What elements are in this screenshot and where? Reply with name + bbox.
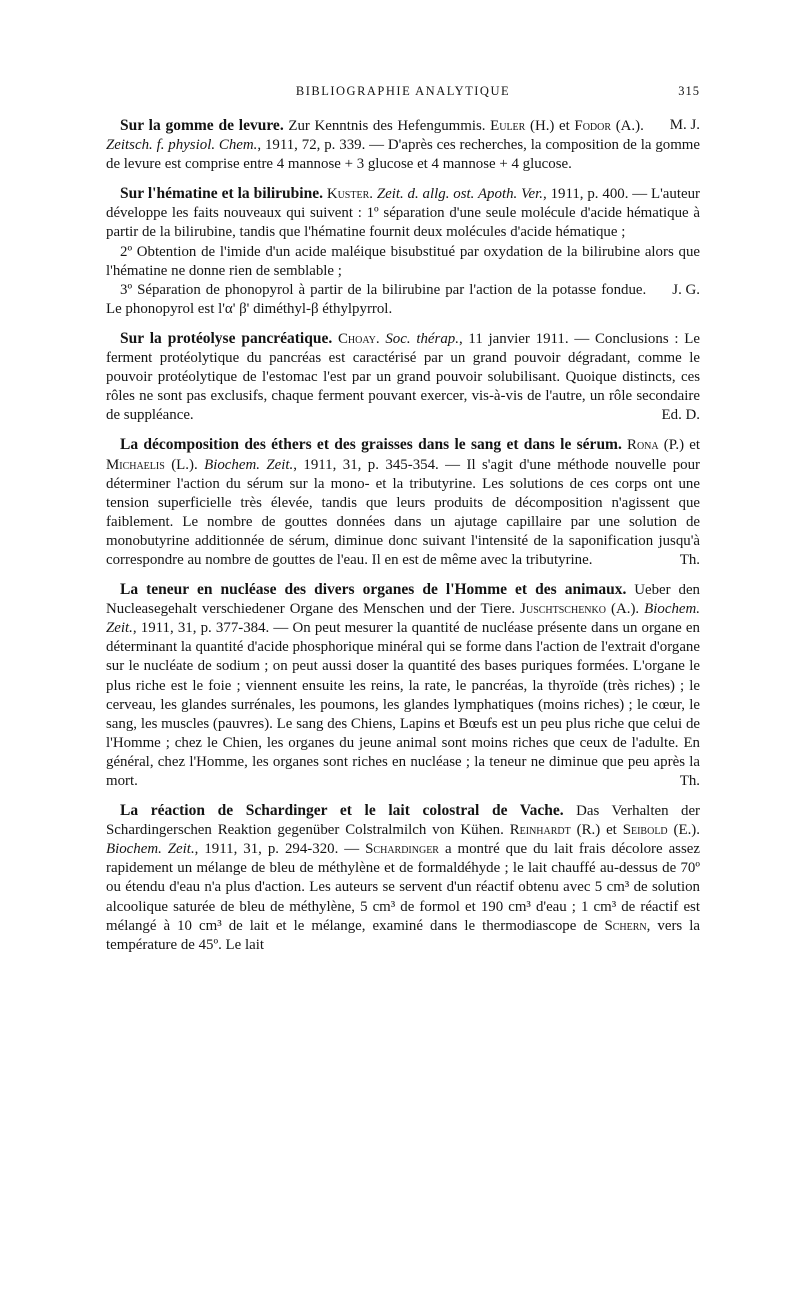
entry-paragraph-text: 3º Séparation de phonopyrol à partir de la bilirubine par l'action de la potasse fondue. Le phonopyrol est l'α' β' diméthyl-β éthylpyrrol. [106,281,647,317]
entry-title: Sur la gomme de levure. [120,117,284,134]
entry-title: La réaction de Schardinger et le lait colostral de Vache. [120,802,564,820]
author-name: Reinhardt [509,822,571,839]
entry-lead-paragraph [106,116,700,174]
author-signature: Th. [679,773,700,789]
reference-text: (R.) et [570,822,623,839]
author-name: Seibold [622,822,668,839]
entry-lead-paragraph [106,435,700,570]
abstract-entry [106,435,700,570]
reference-text: , 1911, 31, p. 345-354. — Il s'agit d'une méthode nouvelle pour déterminer l'action du sérum sur la mono- et la tributyrine. Les solutions de ces corps ont une tension superficielle très élevée, tandis que leurs produits de décomposition n'agissent que faiblement. Le nombre de gouttes données dans un ajutage capillaire par une solution de monobutyrine additionnée de sérum, diminue donc suivant l'intensité de la saponification jusqu'à correspondre au nombre de gouttes de l'eau. Il en est de même avec la tributyrine. [106,456,700,568]
entry-lead-paragraph [106,801,700,955]
reference-text: (P.) et [658,437,700,454]
reference-text: , 1911, 31, p. 377-384. — On peut mesurer la quantité de nucléase présente dans un organe en déterminant la quantité d'acide phosphorique minéral qui se forme dans l'action de l'extrait d'organe sur le nucléate de sodium ; on peut aussi doser la quantité des bases puriques formées. L'organe le plus riche est le foie ; viennent ensuite les reins, la rate, le pancréas, la thyroïde (très riches) ; le cerveau, les glandes surrénales, les poumons, les glandes lymphatiques (moins riches) ; le cœur, le sang, les muscles (pauvres). Le sang des Chiens, Lapins et Bœufs est un peu plus riche que celui de l'Homme ; chez le Chien, les organes du jeune animal sont moins riches que ceux de l'adulte. En général, chez l'Homme, les organes sont riches en nucléase ; la teneur ne diminue que peu après la mort. [106,620,700,789]
reference-text: . [369,186,377,203]
entry-lead-paragraph [106,580,700,791]
reference-text: , 1911, 72, p. 339. — D'après ces recherches, la composition de la gomme de levure est comprise entre 4 mannose + 3 glucose et 4 mannose + 4 glucose. [106,137,700,173]
abstract-entry [106,184,700,319]
journal-name: Zeit. d. allg. ost. Apoth. Ver. [376,186,544,203]
entry-title: La teneur en nucléase des divers organes de l'Homme et des animaux. [120,581,627,599]
running-title: BIBLIOGRAPHIE ANALYTIQUE [295,84,511,98]
reference-text: (E.). [667,822,700,839]
author-name: Michaelis [106,456,165,473]
journal-name: Soc. thérap. [385,330,459,347]
reference-text: (A.). [605,601,645,618]
reference-text: Das Verhalten der Schardingerschen Reaktion gegenüber Colstralmilch von Kühen. [106,803,701,839]
author-name: Schern [604,917,647,934]
author-name: Fodor [574,118,612,134]
entry-title: La décomposition des éthers et des graisses dans le sang et dans le sérum. [120,436,622,454]
abstract-entry [106,580,700,791]
author-signature: M. J. [669,117,700,133]
entry-lead-paragraph [106,329,700,425]
reference-text: (A.). [611,118,644,134]
author-name: Choay [337,330,376,347]
entry-reference [106,803,700,953]
reference-text: . [375,330,386,347]
author-signature: Th. [679,551,700,568]
article-body [106,116,700,965]
reference-text: (H.) et [525,118,575,134]
entry-paragraph: 2º Obtention de l'imide d'un acide maléique bisubstitué par oxydation de la bilirubine alors que l'hématine ne donne rien de semblable ; [106,243,700,279]
page-header [106,84,700,106]
journal-name: Biochem. Zeit. [106,841,195,858]
abstract-entry [106,116,700,174]
reference-text: a montré que du lait frais décolore assez rapidement un mélange de bleu de méthylène et de formaldéhyde ; le lait chauffé au-dessus de 70º ou étendu d'eau n'a plus d'action. Les auteurs se servent d'un réactif obtenu avec 5 cm³ de solution alcoolique saturée de bleu de méthylène, 5 cm³ de formol et 190 cm³ d'eau ; 1 cm³ de réactif est mélangé à 10 cm³ de lait et le mélange, examiné dans le thermodiascope de [106,841,700,934]
author-name: Euler [490,118,526,134]
reference-text: Ueber den Nucleasegehalt verschiedener Organe des Menschen und der Tiere. [106,582,701,618]
reference-text: , 1911, p. 400. — L'auteur développe les faits nouveaux qui suivent : 1º séparation d'une seule molécule d'acide hématique à partir de la bilirubine, tandis que l'hématine fournit deux molécules d'acide hématique ; [106,186,700,241]
entry-title: Sur l'hématine et la bilirubine. [120,185,323,203]
entry-lead-paragraph [106,184,700,242]
journal-name: Zeitsch. f. physiol. Chem. [106,137,258,154]
page-number: 315 [678,84,700,98]
reference-text: , vers la température de 45º. Le lait [106,917,700,953]
journal-name: Biochem. Zeit. [204,456,294,473]
entry-title: Sur la protéolyse pancréatique. [120,329,333,347]
author-signature: J. G. [672,281,700,298]
author-signature: Ed. D. [661,407,700,424]
reference-text: (L.). [164,456,205,473]
author-name: Kuster [326,186,370,203]
entry-reference [106,582,700,789]
entry-paragraph [106,281,700,319]
reference-text: , 11 janvier 1911. — Conclusions : Le ferment protéolytique du pancréas est caractérisé par un grand pouvoir dégradant, comme le pouvoir protéolytique de l'estomac l'est par un grand pouvoir solubilisant. Quoique distincts, ces rôles ne sont pas exclusifs, chaque ferment pouvant exercer, vis-à-vis de l'autre, un rôle secondaire de suppléance. [106,330,700,424]
journal-name: Biochem. Zeit. [106,601,700,637]
reference-text: Zur Kenntnis des Hefengummis. [283,118,491,134]
abstract-entry [106,329,700,425]
abstract-entry [106,801,700,955]
author-name: Juschtschenko [520,601,606,618]
reference-text: , 1911, 31, p. 294-320. — [194,841,366,858]
author-name: Schardinger [365,841,439,858]
author-name: Rona [627,437,659,454]
entry-reference [106,437,700,568]
